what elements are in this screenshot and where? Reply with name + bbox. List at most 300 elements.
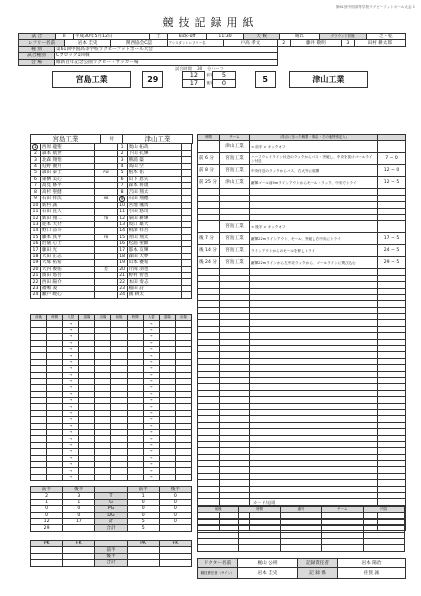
header-note: 第61回中国高等学校ラグビーフットボール大会 1: [335, 5, 415, 9]
player-mark-a: 17: [32, 247, 39, 253]
player-mark-a: 2: [33, 151, 37, 157]
player-name-a: 治儀 心士: [40, 241, 94, 247]
subs-cell: →: [143, 327, 159, 333]
player-mark-b: 19: [119, 260, 126, 266]
subs-cell: →: [143, 366, 159, 372]
player-mark-a: 10: [32, 202, 39, 208]
log-score: [378, 141, 406, 153]
player-mark-a: 24: [32, 292, 39, 298]
summary-label: 計: [95, 518, 127, 524]
summary-b2: [159, 525, 191, 531]
player-number-b: [117, 195, 127, 202]
subs-cell: →: [63, 366, 79, 372]
subs-header: 出場: [95, 315, 111, 321]
summary-b1: 0: [127, 506, 159, 512]
player-name-a: 新田 翔二: [40, 215, 94, 221]
player-name-a: 石田 祥汰: [40, 195, 94, 202]
cards-table: [197, 506, 405, 552]
ar2-name: 藤井 敬明: [290, 40, 341, 46]
player-mark-a: 19: [32, 260, 39, 266]
player-name-b: 相澤 祥吾: [127, 228, 181, 234]
summary-b2: 0: [159, 518, 191, 524]
subs-header: 入替: [63, 315, 79, 321]
player-mark-b: 8: [120, 189, 124, 195]
subs-cell: →: [63, 410, 79, 416]
pk-a1: [31, 560, 63, 566]
pk-b2: [159, 560, 191, 566]
document-title: 競技記録用紙: [162, 16, 259, 29]
log-text: ハーフウェイライン付近のラックからパス・突破し、中央を抜けゴールライン付近: [250, 153, 378, 165]
subs-cell: [159, 474, 175, 480]
player-name-a: 藤本 真平: [40, 234, 94, 240]
roster-vs: 対: [101, 135, 123, 144]
subs-cell: →: [63, 353, 79, 359]
player-mark-b: 13: [119, 222, 126, 228]
subs-cell: →: [143, 334, 159, 340]
type-value: Cブロック1回戦: [55, 53, 278, 59]
subs-cell: →: [63, 404, 79, 410]
player-mark-b: 4: [120, 163, 124, 169]
subs-cell: →: [63, 417, 79, 423]
pk-header: FK: [159, 541, 191, 547]
player-name-b: 森本 将規: [127, 182, 181, 188]
pk-b1: [127, 560, 159, 566]
subs-cell: →: [63, 359, 79, 365]
summary-b2: 0: [159, 499, 191, 505]
position-label: TB: [95, 215, 117, 221]
log-score: 12 − 5: [378, 177, 406, 189]
position-label: [95, 144, 117, 151]
ar2-label: 2: [277, 40, 290, 46]
log-header-2: （得点に至った概要・事由・その他特別記入）: [250, 135, 378, 141]
subs-cell: →: [63, 372, 79, 378]
log-score: 17 − 5: [378, 233, 406, 245]
subs-cell: →: [63, 455, 79, 461]
writer-label: 記 録 係: [298, 568, 338, 579]
score-table: [52, 71, 368, 88]
player-name-b: 片岡 羽也: [127, 266, 181, 272]
subs-cell: →: [143, 417, 159, 423]
subs-header: 前後: [111, 315, 127, 321]
subs-cell: →: [143, 372, 159, 378]
subs-cell: →: [143, 404, 159, 410]
player-name-b: 松浦 聖顕: [127, 241, 181, 247]
player-name-b: 植木 佑: [127, 170, 181, 176]
player-mark-a: 15: [32, 234, 39, 240]
player-name-b: 本田 奏志: [127, 279, 181, 285]
player-number-b: [117, 144, 127, 151]
subs-cell: [95, 474, 111, 480]
subs-cell: →: [143, 461, 159, 467]
subs-cell: →: [63, 423, 79, 429]
log-header-1: チーム: [220, 135, 250, 141]
cards-cell: [280, 545, 321, 551]
player-mark-a: 1: [33, 145, 37, 150]
log-score: 12 − 0: [378, 165, 406, 177]
log-time: 後 7 分: [198, 233, 220, 245]
player-mark-a: 22: [32, 279, 39, 285]
referee-org: 関西協会C認: [111, 40, 167, 46]
log-team: 宮島工業: [220, 221, 250, 233]
player-mark-b: 2: [120, 151, 124, 157]
ref-sign-label: 競技責任者（サイン）: [198, 568, 238, 579]
player-name-a: 大塚 祐希: [40, 260, 94, 266]
subs-cell: →: [143, 430, 159, 436]
team-a-second-half: 17: [183, 80, 205, 88]
player-name-a: 迫野 優月: [40, 163, 94, 169]
ground-label: グラウンド状態: [319, 34, 366, 40]
position-label: 控: [95, 266, 117, 272]
player-mark-b: 16: [119, 241, 126, 247]
summary-label: PG: [95, 506, 127, 512]
referee-name: 岩本 圭史: [65, 40, 111, 46]
player-check-b: [182, 292, 192, 298]
cards-title: カード/退場: [253, 500, 276, 505]
cards-header: 前後: [198, 507, 239, 513]
ref-sign-name: 岩本 圭史: [238, 568, 298, 579]
log-text: < 前半 > キックオフ: [250, 141, 378, 153]
venue-label: 会 場: [19, 59, 55, 65]
recorder-label: 記録責任者: [298, 559, 338, 568]
player-name-b: 勝浦 築: [127, 157, 181, 163]
ar3-name: 田村 耕太郎: [354, 40, 405, 46]
subs-cell: →: [63, 461, 79, 467]
summary-a1: 0: [31, 506, 63, 512]
log-text: 敵陣22mラインアウト、モール、突破し右中央にトライ: [250, 233, 378, 245]
player-name-b: 高山 空: [127, 163, 181, 169]
player-name-b: 坂口 雄大: [127, 221, 181, 227]
subs-cell: →: [143, 468, 159, 474]
doctor-label: ドクター名前: [198, 559, 238, 568]
player-mark-b: 21: [119, 273, 126, 279]
log-score: 7 − 0: [378, 153, 406, 165]
position-label: FB: [95, 234, 117, 240]
cards-cell: [363, 545, 404, 551]
player-name-a: 森本 航世: [40, 151, 94, 157]
player-name-a: 森田 泰士: [40, 170, 94, 176]
subs-header: 入替: [143, 315, 159, 321]
subs-cell: →: [143, 359, 159, 365]
summary-b2: 0: [159, 506, 191, 512]
cards-header: チーム: [322, 507, 363, 513]
log-team: 宮島工業: [220, 245, 250, 257]
player-name-a: 野口 詩斗: [40, 228, 94, 234]
summary-a1: 2: [31, 493, 63, 499]
log-time: [198, 221, 220, 233]
team-a-name: 宮島工業: [53, 72, 131, 88]
log-time: 前 8 分: [198, 165, 220, 177]
player-mark-b: 10: [119, 202, 126, 208]
ground-value: 芝・乾: [366, 34, 405, 40]
player-number-b: [117, 292, 127, 298]
subs-cell: →: [63, 449, 79, 455]
log-team: 宮島工業: [220, 257, 250, 269]
player-number-a: [31, 144, 41, 151]
log-team: 津山工業: [220, 141, 250, 153]
pk-header: PK: [31, 541, 63, 547]
position-label: HB: [95, 195, 117, 202]
match-label: 試 合: [19, 34, 56, 40]
kickoff-label: kick-off: [168, 34, 207, 40]
summary-a1: 1: [31, 499, 63, 505]
log-time: 後 14 分: [198, 245, 220, 257]
player-mark-b: 23: [119, 286, 126, 291]
subs-cell: →: [63, 398, 79, 404]
player-mark-a: 21: [32, 273, 39, 279]
log-text: 敵陣ゴール前5mラインアウトからモール・ラック、中央でトライ: [250, 177, 378, 189]
halftime-unit: 分ハーフ: [207, 66, 224, 71]
doctor-name: 梶山 公則: [238, 559, 298, 568]
roster-team-b: 津山工業: [123, 135, 193, 144]
subs-cell: →: [143, 455, 159, 461]
pk-label: 前半: [95, 547, 127, 553]
log-score: 24 − 5: [378, 245, 406, 257]
subs-cell: →: [63, 346, 79, 352]
halftime-label: 試合時間: [175, 66, 192, 71]
player-name-a: 迎本 大介: [40, 221, 94, 227]
summary-header: 前半: [127, 487, 159, 493]
roster-team-a: 宮島工業: [31, 135, 101, 144]
subs-cell: [31, 474, 47, 480]
summary-a2: 1: [63, 499, 95, 505]
player-mark-a: 13: [32, 222, 39, 228]
subs-cell: →: [63, 334, 79, 340]
summary-label: 合計: [95, 525, 127, 531]
log-team: 宮島工業: [220, 165, 250, 177]
referee-label: レフリー名前: [19, 40, 65, 46]
player-mark-a: 20: [32, 266, 39, 272]
player-number-a: [31, 292, 41, 298]
subs-cell: →: [63, 474, 79, 480]
cards-cell: [198, 545, 239, 551]
match-date: 平成30年5月12日: [73, 34, 149, 40]
player-name-b: 石田 翔穂: [127, 195, 181, 202]
writer-name: 佐賀 誠: [338, 568, 406, 579]
log-time: 前 6 分: [198, 153, 220, 165]
player-mark-a: 7: [33, 183, 37, 189]
type-label: 試合種別: [19, 53, 55, 59]
match-weekday: 土: [149, 34, 167, 40]
player-mark-b: 11: [119, 209, 126, 215]
subs-cell: →: [143, 391, 159, 397]
player-name-b: 吉田 翔太: [127, 189, 181, 195]
subs-cell: →: [143, 410, 159, 416]
team-a-first-half: 12: [183, 72, 205, 80]
subs-header: 退場: [159, 315, 175, 321]
summary-label: T: [95, 493, 127, 499]
summary-b1: 0: [127, 512, 159, 518]
ar1-name: 戸高 孝文: [224, 40, 278, 46]
player-name-a: 福嶋 凌: [40, 285, 94, 291]
player-name-b: 宮地 颯馬: [127, 202, 181, 208]
summary-b1: 5: [127, 525, 159, 531]
player-name-a: 西原 龍聖: [40, 144, 94, 151]
score-summary-table: [30, 486, 192, 532]
roster-body: [30, 143, 192, 299]
player-name-b: 奥山 拓哉: [127, 144, 181, 151]
player-name-b: 小田 悠司: [127, 209, 181, 215]
summary-a2: 17: [63, 518, 95, 524]
player-mark-b: 18: [119, 254, 126, 260]
player-mark-b: 20: [119, 266, 126, 272]
player-mark-a: 6: [33, 176, 37, 182]
subs-cell: →: [143, 398, 159, 404]
player-mark-b: 22: [119, 279, 126, 285]
subs-header: 時間: [127, 315, 143, 321]
summary-header: 前半: [31, 487, 63, 493]
player-mark-b: 14: [119, 228, 126, 234]
player-name-b: 森田 大夢: [127, 253, 181, 259]
player-name-b: 青山 翔太: [127, 234, 181, 240]
player-mark-a: 18: [32, 254, 39, 260]
player-name-a: 西田 陽介: [40, 279, 94, 285]
log-header-0: 時間: [198, 135, 220, 141]
player-name-a: 北森 翔悟: [40, 157, 94, 163]
summary-header: 後半: [159, 487, 191, 493]
tournament-name: 第61回中国高等学校ラグビーフットボール大会: [55, 46, 278, 52]
player-name-a: 新村 誠: [40, 202, 94, 208]
player-name-a: 東栖 美心: [40, 176, 94, 182]
subs-cell: [127, 474, 143, 480]
summary-a1: 0: [31, 512, 63, 518]
event-log-table: [197, 134, 406, 531]
player-name-a: 瀬戸 暁心: [40, 292, 94, 298]
cards-cell: [322, 545, 363, 551]
player-mark-a: 3: [33, 157, 37, 163]
summary-a2: 0: [63, 506, 95, 512]
player-name-b: 山本 優希: [127, 260, 181, 266]
player-mark-b: 6: [120, 176, 124, 182]
summary-b1: 5: [127, 518, 159, 524]
summary-b1: 0: [127, 499, 159, 505]
log-score: 29 − 5: [378, 257, 406, 269]
player-check-b: [182, 144, 192, 151]
subs-header: 時間: [47, 315, 63, 321]
team-b-total: 5: [255, 72, 275, 88]
position-label: [95, 292, 117, 298]
player-mark-b: 7: [120, 183, 124, 189]
player-name-b: 都本 友輝: [127, 247, 181, 253]
team-a-total: 29: [143, 72, 163, 88]
pk-a2: [63, 560, 95, 566]
tournament-info-table: [18, 46, 278, 66]
player-name-a: 濱田 悠吾: [40, 273, 94, 279]
subs-cell: [175, 474, 191, 480]
summary-a1: 29: [31, 525, 63, 531]
player-name-b: 國 耕太: [127, 292, 181, 298]
weather-value: 晴れ: [280, 34, 319, 40]
subs-header: 前後: [31, 315, 47, 321]
kickoff-time: 11:30: [207, 34, 244, 40]
summary-a2: [63, 525, 95, 531]
subs-cell: →: [63, 468, 79, 474]
player-name-a: 大田 正志: [40, 253, 94, 259]
log-team: 津山工業: [220, 177, 250, 189]
player-mark-a: 5: [33, 170, 37, 176]
cards-header: 内容: [363, 507, 404, 513]
pk-header: PK: [127, 541, 159, 547]
subs-cell: →: [63, 378, 79, 384]
player-name-b: 稲田 詩: [127, 285, 181, 291]
team-b-second-half: 0: [213, 80, 235, 88]
subs-cell: →: [63, 442, 79, 448]
summary-b2: 0: [159, 493, 191, 499]
summary-b2: 0: [159, 512, 191, 518]
team-b-first-half: 5: [213, 72, 235, 80]
player-name-a: 高見 修平: [40, 182, 94, 188]
pk-label: 合計: [95, 560, 127, 566]
summary-a2: 3: [63, 493, 95, 499]
player-mark-b: 15: [119, 234, 126, 240]
log-time: 後 24 分: [198, 257, 220, 269]
player-name-a: 藤田 光: [40, 247, 94, 253]
log-score: [378, 221, 406, 233]
subs-cell: →: [143, 449, 159, 455]
subs-cell: →: [143, 436, 159, 442]
log-time: [198, 141, 220, 153]
log-text: < 後半 > キックオフ: [250, 221, 378, 233]
subs-cell: [47, 474, 63, 480]
pk-header: FK: [63, 541, 95, 547]
subs-cell: →: [143, 340, 159, 346]
player-mark-a: 23: [32, 286, 39, 291]
subs-cell: [111, 474, 127, 480]
subs-cell: →: [63, 430, 79, 436]
subs-cell: →: [63, 340, 79, 346]
player-mark-a: 12: [32, 215, 39, 221]
officials-table: [197, 558, 406, 579]
subs-cell: →: [143, 423, 159, 429]
subs-cell: →: [63, 436, 79, 442]
summary-b1: 1: [127, 493, 159, 499]
log-team: 宮島工業: [220, 153, 250, 165]
subs-cell: →: [143, 378, 159, 384]
player-mark-b: 5: [120, 170, 124, 176]
subs-cell: →: [63, 385, 79, 391]
team-b-name: 津山工業: [289, 72, 367, 88]
subs-header: 出場: [175, 315, 191, 321]
subs-cell: →: [143, 385, 159, 391]
summary-header: 後半: [63, 487, 95, 493]
summary-a2: 0: [63, 512, 95, 518]
recorder-name: 岩本 陽治: [338, 559, 406, 568]
halftime-value: 30: [197, 66, 203, 71]
player-mark-b: 1: [120, 144, 124, 150]
cards-header: 時間: [239, 507, 280, 513]
player-mark-b: 3: [120, 157, 124, 163]
log-time: 前 25 分: [198, 177, 220, 189]
subs-cell: →: [63, 327, 79, 333]
weather-label: 天 候: [243, 34, 280, 40]
penalty-summary-table: [30, 540, 192, 567]
player-name-b: 下山 孔輝: [127, 151, 181, 157]
subs-cell: [79, 474, 95, 480]
subs-cell: →: [143, 353, 159, 359]
player-name-a: 高杉 聖健: [40, 189, 94, 195]
summary-label: G: [95, 499, 127, 505]
player-mark-a: 4: [33, 163, 37, 169]
summary-label: DG: [95, 512, 127, 518]
position-label: FW: [95, 170, 117, 176]
player-mark-b: 12: [119, 215, 126, 221]
log-text: ラインアウトからのモールを押しトライ: [250, 245, 378, 257]
player-mark-b: 17: [119, 247, 126, 253]
player-name-a: 石田 直人: [40, 209, 94, 215]
ar3-label: 3: [341, 40, 354, 46]
venue-value: 維新百年記念公園ラグビー・サッカー場: [55, 59, 278, 65]
player-name-b: 山下 恩矢: [127, 176, 181, 182]
tournament-label: 種 別: [19, 46, 55, 52]
